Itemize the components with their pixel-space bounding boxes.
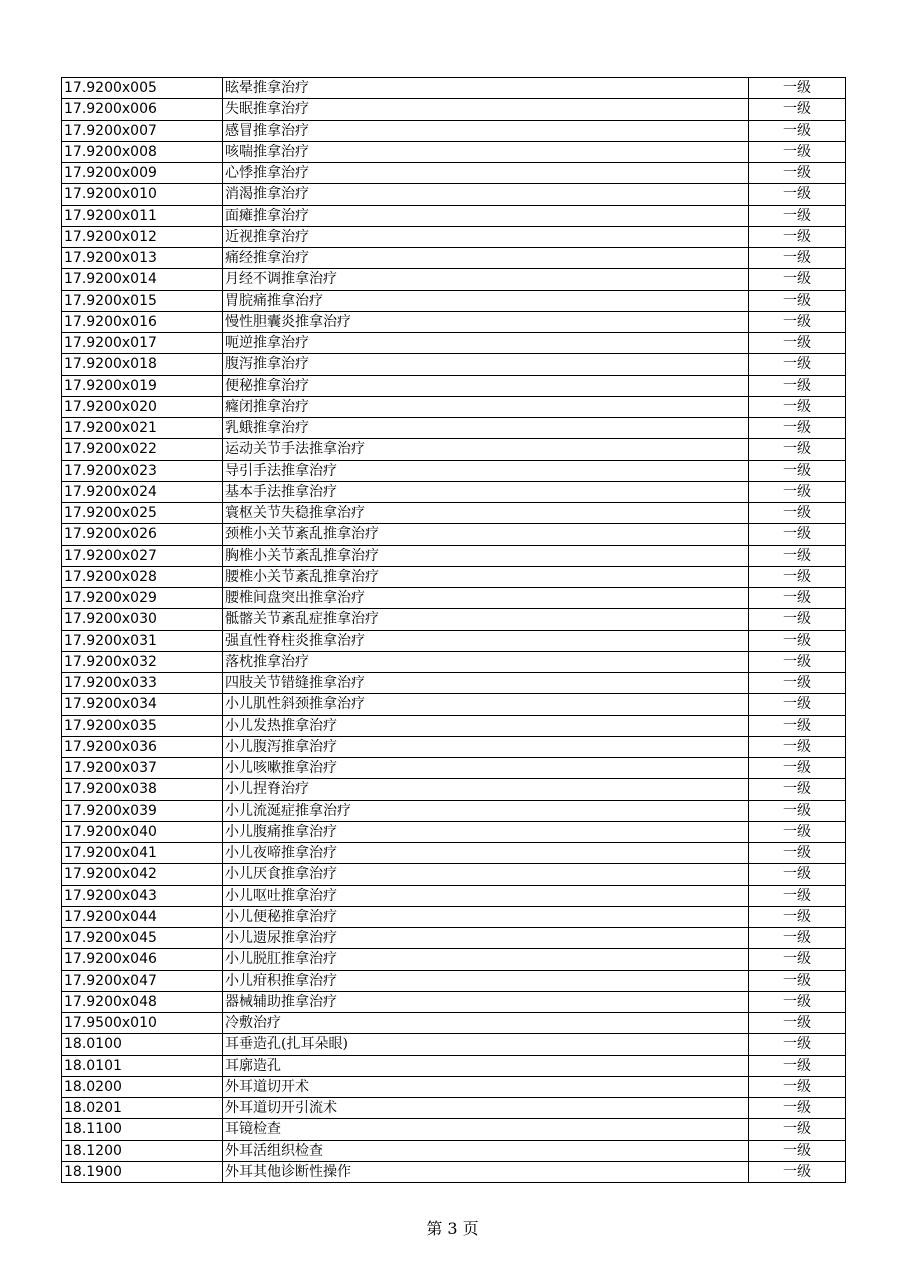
table-row: [62, 630, 846, 651]
procedure-code-cell: 17.9200x029: [62, 588, 223, 609]
table-row: [62, 184, 846, 205]
procedure-code-cell: 18.1100: [62, 1119, 223, 1140]
table-row: [62, 1055, 846, 1076]
procedure-level-cell: 一级: [749, 1119, 846, 1140]
procedure-name-cell: 小儿夜啼推拿治疗: [223, 843, 749, 864]
procedure-table-body: [62, 78, 846, 1183]
procedure-code-cell: 17.9200x041: [62, 843, 223, 864]
procedure-name-cell: 呃逆推拿治疗: [223, 333, 749, 354]
procedure-name-cell: 外耳其他诊断性操作: [223, 1161, 749, 1182]
table-row: [62, 758, 846, 779]
procedure-code-cell: 17.9200x033: [62, 673, 223, 694]
procedure-name-cell: 面瘫推拿治疗: [223, 205, 749, 226]
procedure-name-cell: 外耳道切开术: [223, 1076, 749, 1097]
procedure-level-cell: 一级: [749, 736, 846, 757]
table-row: [62, 248, 846, 269]
table-row: [62, 864, 846, 885]
procedure-name-cell: 消渴推拿治疗: [223, 184, 749, 205]
procedure-name-cell: 痛经推拿治疗: [223, 248, 749, 269]
procedure-name-cell: 小儿发热推拿治疗: [223, 715, 749, 736]
procedure-code-cell: 17.9200x026: [62, 524, 223, 545]
procedure-code-cell: 17.9200x012: [62, 226, 223, 247]
table-row: [62, 290, 846, 311]
procedure-code-cell: 17.9200x014: [62, 269, 223, 290]
procedure-code-cell: 17.9200x019: [62, 375, 223, 396]
procedure-code-cell: 17.9200x037: [62, 758, 223, 779]
procedure-code-cell: 17.9200x027: [62, 545, 223, 566]
procedure-level-cell: 一级: [749, 779, 846, 800]
table-row: [62, 673, 846, 694]
procedure-level-cell: 一级: [749, 843, 846, 864]
procedure-code-cell: 17.9200x018: [62, 354, 223, 375]
table-row: [62, 1140, 846, 1161]
procedure-name-cell: 小儿便秘推拿治疗: [223, 906, 749, 927]
procedure-level-cell: 一级: [749, 991, 846, 1012]
procedure-level-cell: 一级: [749, 396, 846, 417]
procedure-level-cell: 一级: [749, 949, 846, 970]
procedure-code-cell: 17.9200x024: [62, 481, 223, 502]
procedure-name-cell: 胃脘痛推拿治疗: [223, 290, 749, 311]
procedure-name-cell: 落枕推拿治疗: [223, 651, 749, 672]
procedure-level-cell: 一级: [749, 906, 846, 927]
table-row: [62, 885, 846, 906]
procedure-code-cell: 17.9200x016: [62, 311, 223, 332]
table-row: [62, 928, 846, 949]
procedure-code-cell: 18.0201: [62, 1098, 223, 1119]
procedure-code-cell: 17.9200x046: [62, 949, 223, 970]
table-row: [62, 736, 846, 757]
procedure-code-cell: 17.9200x043: [62, 885, 223, 906]
procedure-code-cell: 17.9200x020: [62, 396, 223, 417]
procedure-table: [61, 77, 846, 1183]
table-row: [62, 1076, 846, 1097]
procedure-level-cell: 一级: [749, 1098, 846, 1119]
procedure-name-cell: 小儿腹痛推拿治疗: [223, 821, 749, 842]
procedure-level-cell: 一级: [749, 439, 846, 460]
procedure-code-cell: 17.9200x038: [62, 779, 223, 800]
procedure-level-cell: 一级: [749, 375, 846, 396]
table-row: [62, 1013, 846, 1034]
procedure-level-cell: 一级: [749, 566, 846, 587]
procedure-code-cell: 18.1200: [62, 1140, 223, 1161]
procedure-name-cell: 月经不调推拿治疗: [223, 269, 749, 290]
procedure-name-cell: 感冒推拿治疗: [223, 120, 749, 141]
procedure-level-cell: 一级: [749, 673, 846, 694]
procedure-name-cell: 耳廓造孔: [223, 1055, 749, 1076]
procedure-name-cell: 导引手法推拿治疗: [223, 460, 749, 481]
procedure-code-cell: 17.9200x048: [62, 991, 223, 1012]
procedure-name-cell: 眩晕推拿治疗: [223, 78, 749, 99]
procedure-code-cell: 18.1900: [62, 1161, 223, 1182]
procedure-level-cell: 一级: [749, 545, 846, 566]
procedure-code-cell: 17.9200x039: [62, 800, 223, 821]
procedure-level-cell: 一级: [749, 226, 846, 247]
table-row: [62, 311, 846, 332]
procedure-level-cell: 一级: [749, 311, 846, 332]
table-row: [62, 821, 846, 842]
procedure-code-cell: 17.9200x031: [62, 630, 223, 651]
procedure-level-cell: 一级: [749, 120, 846, 141]
table-row: [62, 163, 846, 184]
procedure-name-cell: 胸椎小关节紊乱推拿治疗: [223, 545, 749, 566]
procedure-name-cell: 外耳活组织检查: [223, 1140, 749, 1161]
procedure-name-cell: 器械辅助推拿治疗: [223, 991, 749, 1012]
procedure-level-cell: 一级: [749, 821, 846, 842]
procedure-level-cell: 一级: [749, 163, 846, 184]
page-number: 第 3 页: [426, 1219, 479, 1238]
procedure-level-cell: 一级: [749, 99, 846, 120]
procedure-name-cell: 乳蛾推拿治疗: [223, 418, 749, 439]
procedure-code-cell: 18.0200: [62, 1076, 223, 1097]
procedure-level-cell: 一级: [749, 460, 846, 481]
procedure-code-cell: 17.9200x007: [62, 120, 223, 141]
procedure-name-cell: 耳镜检查: [223, 1119, 749, 1140]
table-row: [62, 545, 846, 566]
table-row: [62, 843, 846, 864]
procedure-level-cell: 一级: [749, 248, 846, 269]
table-row: [62, 99, 846, 120]
procedure-code-cell: 17.9200x035: [62, 715, 223, 736]
procedure-level-cell: 一级: [749, 885, 846, 906]
procedure-level-cell: 一级: [749, 524, 846, 545]
table-row: [62, 503, 846, 524]
table-row: [62, 481, 846, 502]
procedure-name-cell: 失眠推拿治疗: [223, 99, 749, 120]
procedure-name-cell: 骶髂关节紊乱症推拿治疗: [223, 609, 749, 630]
procedure-code-cell: 17.9200x034: [62, 694, 223, 715]
procedure-name-cell: 四肢关节错缝推拿治疗: [223, 673, 749, 694]
procedure-level-cell: 一级: [749, 758, 846, 779]
procedure-code-cell: 17.9200x047: [62, 970, 223, 991]
procedure-level-cell: 一级: [749, 651, 846, 672]
procedure-name-cell: 寰枢关节失稳推拿治疗: [223, 503, 749, 524]
procedure-name-cell: 近视推拿治疗: [223, 226, 749, 247]
procedure-name-cell: 腰椎小关节紊乱推拿治疗: [223, 566, 749, 587]
table-row: [62, 524, 846, 545]
procedure-code-cell: 17.9200x006: [62, 99, 223, 120]
procedure-name-cell: 小儿呕吐推拿治疗: [223, 885, 749, 906]
procedure-level-cell: 一级: [749, 78, 846, 99]
procedure-level-cell: 一级: [749, 141, 846, 162]
table-row: [62, 439, 846, 460]
procedure-level-cell: 一级: [749, 1013, 846, 1034]
table-row: [62, 269, 846, 290]
procedure-name-cell: 小儿捏脊治疗: [223, 779, 749, 800]
procedure-level-cell: 一级: [749, 588, 846, 609]
procedure-level-cell: 一级: [749, 184, 846, 205]
procedure-level-cell: 一级: [749, 609, 846, 630]
procedure-level-cell: 一级: [749, 1161, 846, 1182]
table-row: [62, 651, 846, 672]
procedure-name-cell: 运动关节手法推拿治疗: [223, 439, 749, 460]
procedure-code-cell: 17.9200x010: [62, 184, 223, 205]
table-row: [62, 333, 846, 354]
procedure-code-cell: 17.9200x023: [62, 460, 223, 481]
procedure-code-cell: 17.9200x030: [62, 609, 223, 630]
procedure-code-cell: 18.0100: [62, 1034, 223, 1055]
procedure-code-cell: 17.9200x028: [62, 566, 223, 587]
table-row: [62, 588, 846, 609]
procedure-name-cell: 腹泻推拿治疗: [223, 354, 749, 375]
procedure-level-cell: 一级: [749, 715, 846, 736]
table-row: [62, 226, 846, 247]
procedure-name-cell: 咳喘推拿治疗: [223, 141, 749, 162]
table-row: [62, 120, 846, 141]
procedure-name-cell: 小儿肌性斜颈推拿治疗: [223, 694, 749, 715]
procedure-name-cell: 慢性胆囊炎推拿治疗: [223, 311, 749, 332]
procedure-level-cell: 一级: [749, 970, 846, 991]
procedure-name-cell: 冷敷治疗: [223, 1013, 749, 1034]
procedure-code-cell: 17.9200x011: [62, 205, 223, 226]
procedure-code-cell: 17.9200x022: [62, 439, 223, 460]
table-row: [62, 609, 846, 630]
procedure-code-cell: 17.9200x009: [62, 163, 223, 184]
procedure-name-cell: 小儿流涎症推拿治疗: [223, 800, 749, 821]
table-row: [62, 141, 846, 162]
procedure-level-cell: 一级: [749, 1055, 846, 1076]
procedure-name-cell: 小儿厌食推拿治疗: [223, 864, 749, 885]
table-row: [62, 396, 846, 417]
procedure-name-cell: 癃闭推拿治疗: [223, 396, 749, 417]
procedure-code-cell: 17.9200x045: [62, 928, 223, 949]
procedure-level-cell: 一级: [749, 800, 846, 821]
procedure-level-cell: 一级: [749, 354, 846, 375]
table-row: [62, 1098, 846, 1119]
procedure-name-cell: 便秘推拿治疗: [223, 375, 749, 396]
procedure-code-cell: 17.9500x010: [62, 1013, 223, 1034]
procedure-name-cell: 小儿疳积推拿治疗: [223, 970, 749, 991]
procedure-level-cell: 一级: [749, 928, 846, 949]
procedure-name-cell: 小儿腹泻推拿治疗: [223, 736, 749, 757]
table-row: [62, 418, 846, 439]
procedure-name-cell: 小儿遗尿推拿治疗: [223, 928, 749, 949]
procedure-level-cell: 一级: [749, 1140, 846, 1161]
procedure-name-cell: 腰椎间盘突出推拿治疗: [223, 588, 749, 609]
procedure-code-cell: 17.9200x005: [62, 78, 223, 99]
procedure-level-cell: 一级: [749, 630, 846, 651]
table-row: [62, 991, 846, 1012]
procedure-code-cell: 17.9200x017: [62, 333, 223, 354]
procedure-level-cell: 一级: [749, 481, 846, 502]
procedure-level-cell: 一级: [749, 205, 846, 226]
table-row: [62, 1034, 846, 1055]
procedure-level-cell: 一级: [749, 290, 846, 311]
procedure-level-cell: 一级: [749, 333, 846, 354]
procedure-level-cell: 一级: [749, 503, 846, 524]
table-row: [62, 354, 846, 375]
table-row: [62, 949, 846, 970]
procedure-code-cell: 18.0101: [62, 1055, 223, 1076]
procedure-code-cell: 17.9200x042: [62, 864, 223, 885]
procedure-code-cell: 17.9200x036: [62, 736, 223, 757]
procedure-name-cell: 颈椎小关节紊乱推拿治疗: [223, 524, 749, 545]
procedure-name-cell: 小儿脱肛推拿治疗: [223, 949, 749, 970]
table-row: [62, 970, 846, 991]
table-row: [62, 1161, 846, 1182]
table-row: [62, 694, 846, 715]
procedure-name-cell: 小儿咳嗽推拿治疗: [223, 758, 749, 779]
procedure-code-cell: 17.9200x013: [62, 248, 223, 269]
table-row: [62, 715, 846, 736]
procedure-level-cell: 一级: [749, 269, 846, 290]
table-row: [62, 906, 846, 927]
procedure-code-cell: 17.9200x015: [62, 290, 223, 311]
procedure-level-cell: 一级: [749, 864, 846, 885]
procedure-code-cell: 17.9200x021: [62, 418, 223, 439]
procedure-code-cell: 17.9200x025: [62, 503, 223, 524]
procedure-level-cell: 一级: [749, 1034, 846, 1055]
table-row: [62, 779, 846, 800]
procedure-code-cell: 17.9200x008: [62, 141, 223, 162]
procedure-name-cell: 心悸推拿治疗: [223, 163, 749, 184]
procedure-name-cell: 基本手法推拿治疗: [223, 481, 749, 502]
procedure-name-cell: 强直性脊柱炎推拿治疗: [223, 630, 749, 651]
procedure-name-cell: 外耳道切开引流术: [223, 1098, 749, 1119]
procedure-name-cell: 耳垂造孔(扎耳朵眼): [223, 1034, 749, 1055]
table-row: [62, 460, 846, 481]
procedure-code-cell: 17.9200x044: [62, 906, 223, 927]
table-row: [62, 375, 846, 396]
procedure-code-cell: 17.9200x032: [62, 651, 223, 672]
table-row: [62, 800, 846, 821]
table-row: [62, 78, 846, 99]
table-row: [62, 205, 846, 226]
procedure-level-cell: 一级: [749, 1076, 846, 1097]
procedure-code-cell: 17.9200x040: [62, 821, 223, 842]
procedure-level-cell: 一级: [749, 418, 846, 439]
table-row: [62, 566, 846, 587]
table-row: [62, 1119, 846, 1140]
procedure-level-cell: 一级: [749, 694, 846, 715]
